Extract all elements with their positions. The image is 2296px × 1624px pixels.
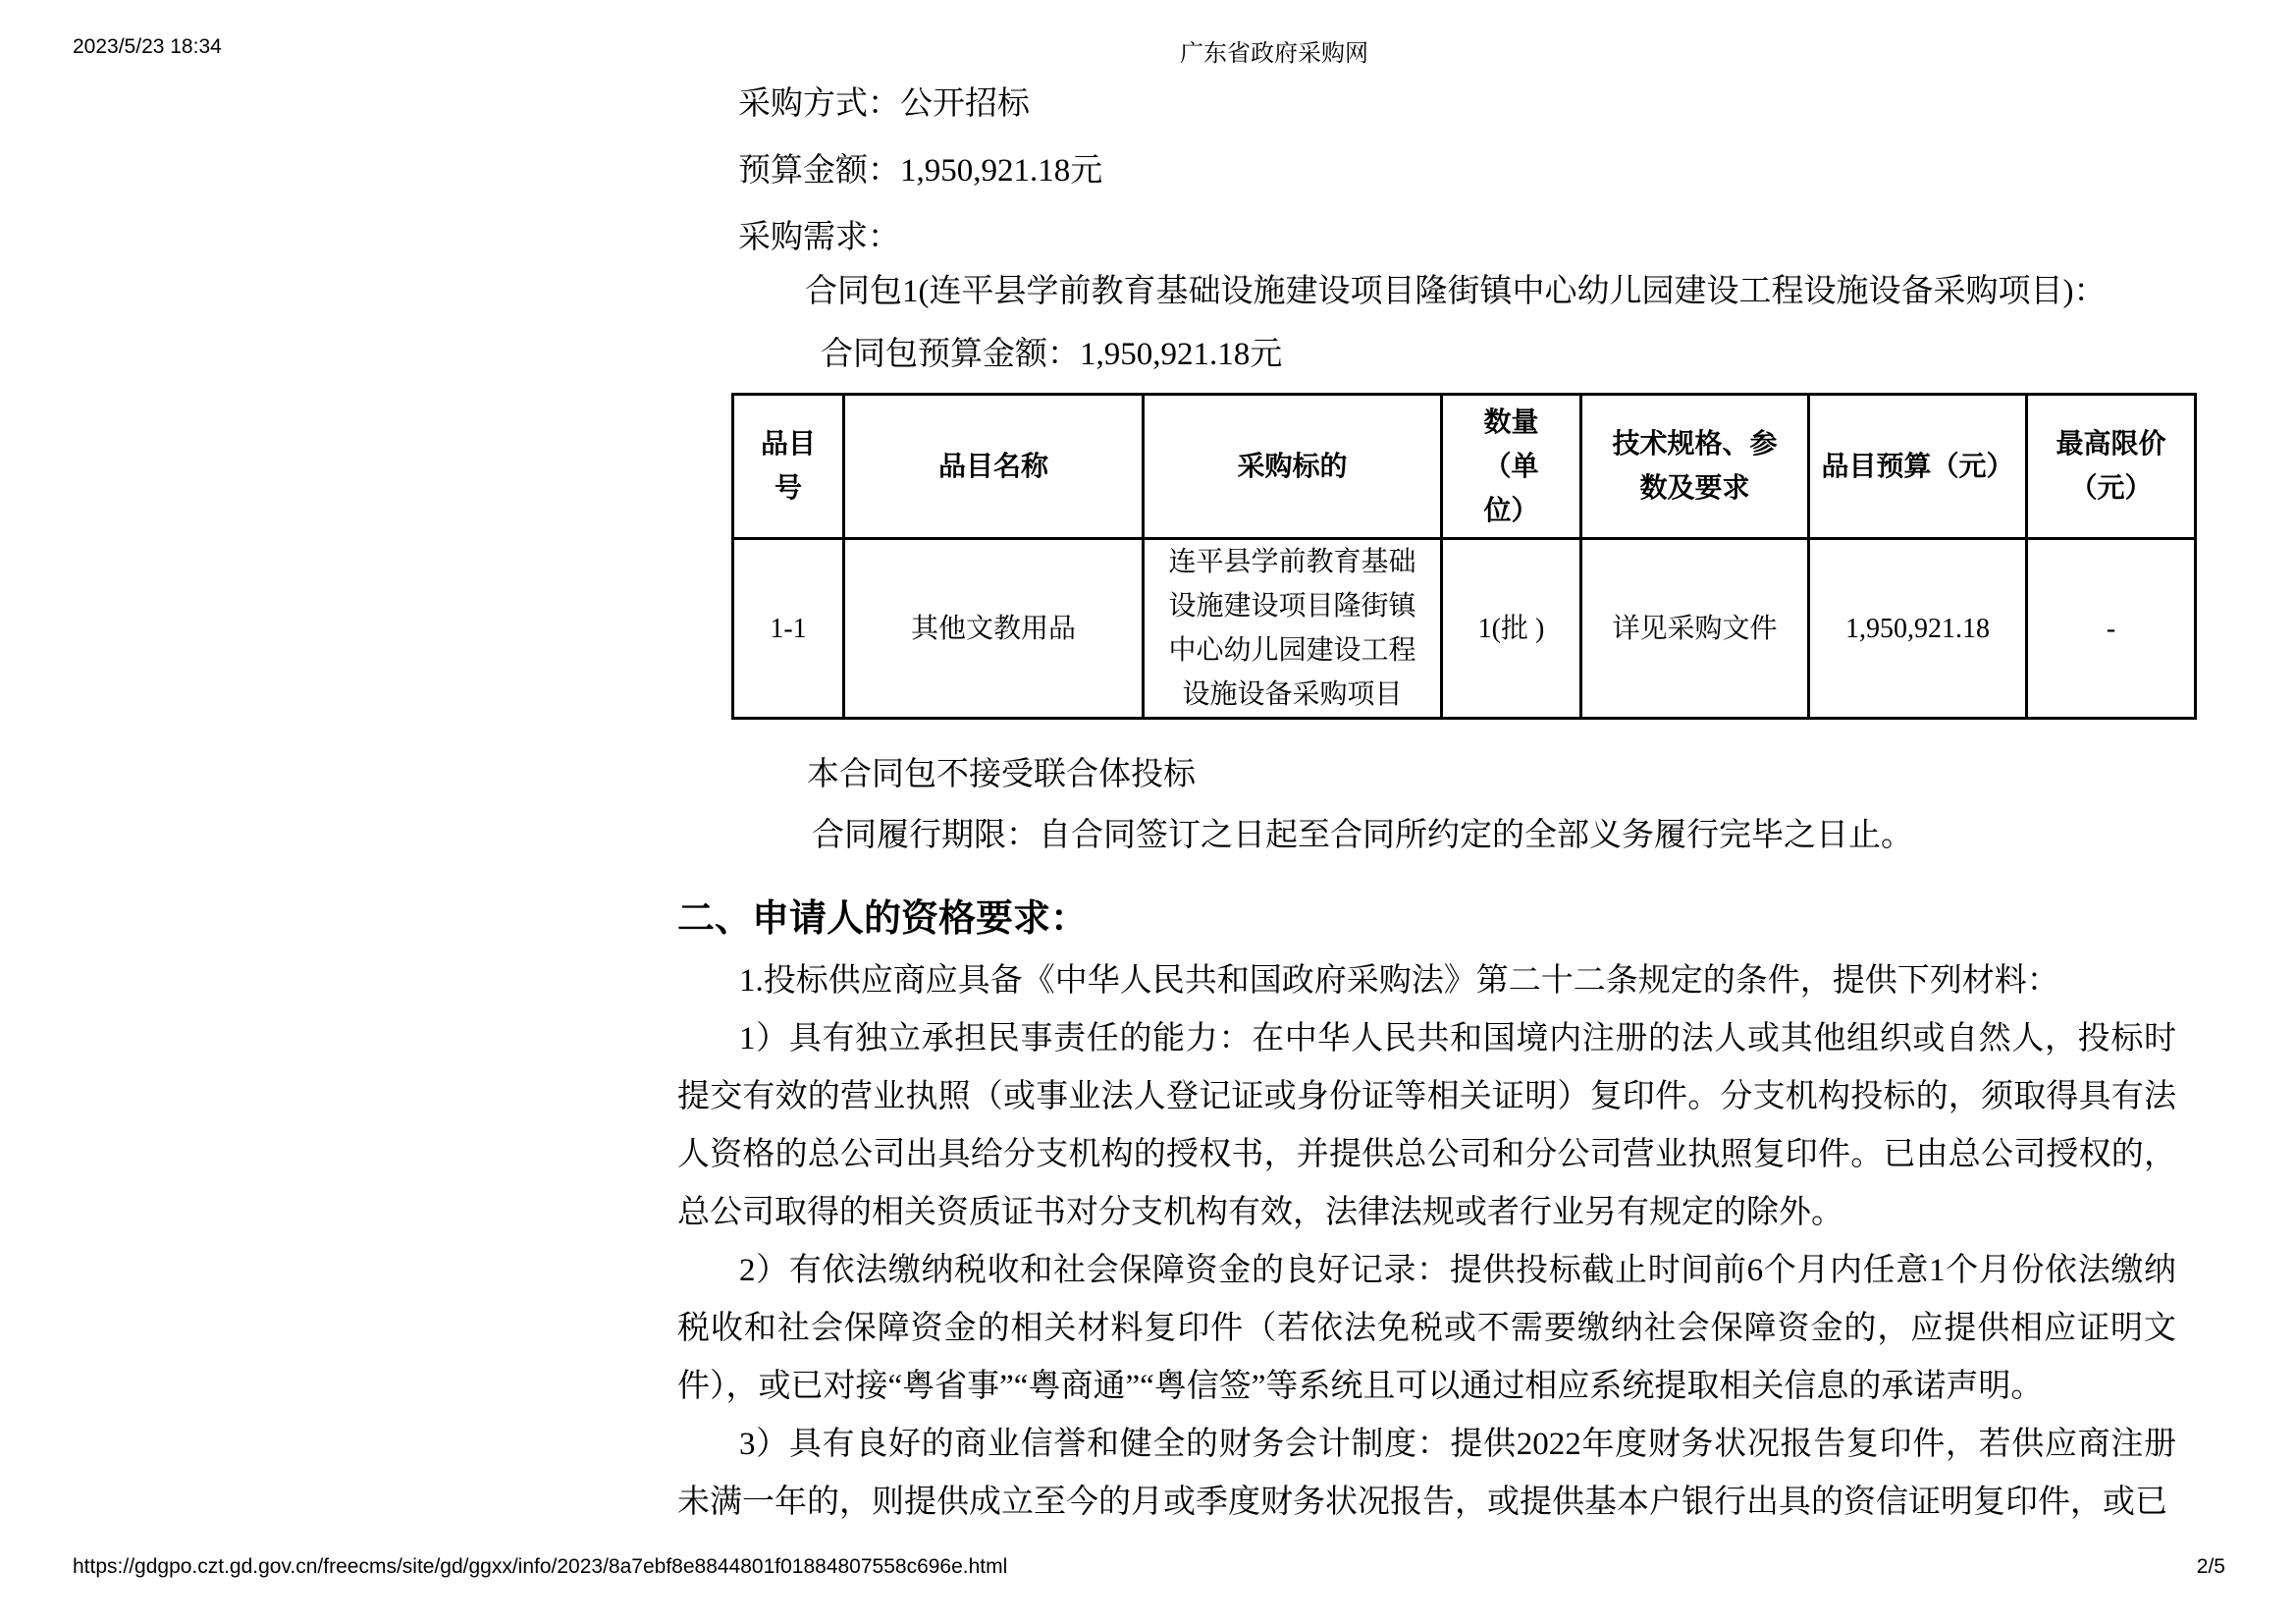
table-header-row	[733, 395, 2196, 539]
performance-period-line: 合同履行期限：自合同签订之日起至合同所约定的全部义务履行完毕之日止。	[812, 818, 1913, 853]
cell-tech-specs: 详见采购文件	[1581, 539, 1809, 719]
section-heading: 二、申请人的资格要求：	[677, 898, 1089, 940]
cell-item-no: 1-1	[733, 539, 844, 719]
procurement-method-line: 采购方式：公开招标	[738, 86, 1030, 122]
page-indicator: 2/5	[2196, 1555, 2225, 1578]
col-header-price-cap: 最高限价（元）	[2027, 395, 2196, 539]
no-consortium-line: 本合同包不接受联合体投标	[807, 757, 1196, 792]
col-header-item-budget: 品目预算（元）	[1809, 395, 2027, 539]
contract-package-budget-line: 合同包预算金额：1,950,921.18元	[821, 337, 1283, 372]
budget-amount-line: 预算金额：1,950,921.18元	[738, 153, 1103, 189]
contract-package-line: 合同包1(连平县学前教育基础设施建设项目隆街镇中心幼儿园建设工程设施设备采购项目)：	[805, 274, 2107, 309]
requirements-body	[677, 952, 2176, 1532]
col-header-tech-specs: 技术规格、参数及要求	[1581, 395, 1809, 539]
requirement-paragraph: 2）有依法缴纳税收和社会保障资金的良好记录：提供投标截止时间前6个月内任意1个月份依法缴纳税收和社会保障资金的相关材料复印件（若依法免税或不需要缴纳社会保障资金的，应提供相应证明文件），或已对接“粤省事”“粤商通”“粤信签”等系统且可以通过相应系统提取相关信息的承诺声明。	[677, 1253, 2176, 1404]
col-header-item-no: 品目号	[733, 395, 844, 539]
col-header-item-name: 品目名称	[844, 395, 1144, 539]
table-row	[733, 539, 2196, 719]
requirement-paragraph: 1.投标供应商应具备《中华人民共和国政府采购法》第二十二条规定的条件，提供下列材料：	[739, 963, 2059, 999]
procurement-demand-label: 采购需求：	[738, 220, 900, 255]
cell-procurement-target: 连平县学前教育基础设施建设项目隆街镇中心幼儿园建设工程设施设备采购项目	[1144, 539, 1442, 719]
items-table	[731, 393, 2197, 720]
cell-item-name: 其他文教用品	[844, 539, 1144, 719]
footer-url: https://gdgpo.czt.gd.gov.cn/freecms/site/gd/ggxx/info/2023/8a7ebf8e8844801f01884807558c696e.html	[73, 1555, 1008, 1578]
requirement-paragraph: 3）具有良好的商业信誉和健全的财务会计制度：提供2022年度财务状况报告复印件，若供应商注册未满一年的，则提供成立至今的月或季度财务状况报告，或提供基本户银行出具的资信证明复印件，或已	[677, 1427, 2176, 1520]
site-title: 广东省政府采购网	[1180, 40, 1368, 67]
requirement-paragraph: 1）具有独立承担民事责任的能力：在中华人民共和国境内注册的法人或其他组织或自然人，投标时提交有效的营业执照（或事业法人登记证或身份证等相关证明）复印件。分支机构投标的，须取得具有法人资格的总公司出具给分支机构的授权书，并提供总公司和分公司营业执照复印件。已由总公司授权的，总公司取得的相关资质证书对分支机构有效，法律法规或者行业另有规定的除外。	[677, 1021, 2176, 1230]
col-header-procurement-target: 采购标的	[1144, 395, 1442, 539]
cell-item-budget: 1,950,921.18	[1809, 539, 2027, 719]
cell-quantity-unit: 1(批 )	[1442, 539, 1581, 719]
print-datetime: 2023/5/23 18:34	[73, 35, 222, 58]
cell-price-cap: -	[2027, 539, 2196, 719]
col-header-quantity-unit: 数量（单位）	[1442, 395, 1581, 539]
